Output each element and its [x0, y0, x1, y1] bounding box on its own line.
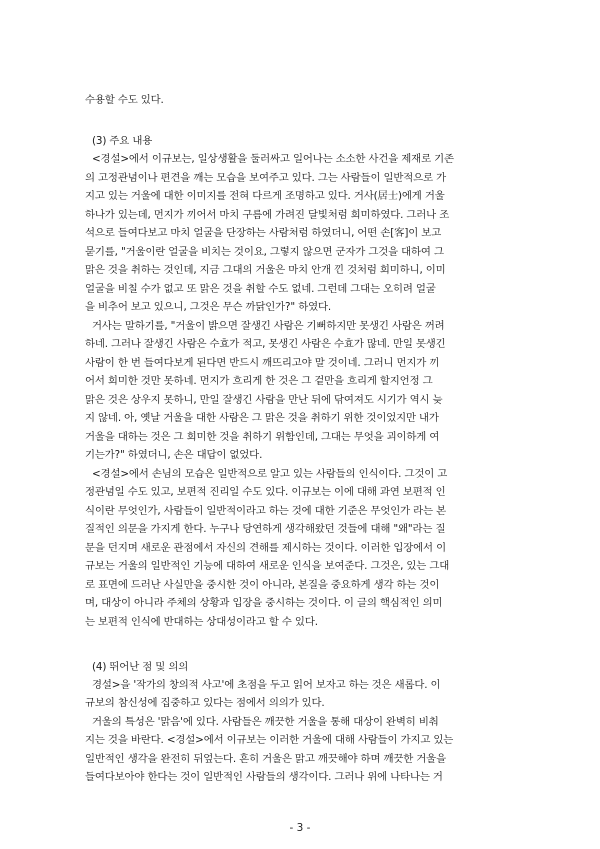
text-line: 는 보편적 인식에 반대하는 상대성이라고 할 수 있다. [85, 616, 318, 628]
text-line: 거사는 말하기를, "거울이 밝으면 잘생긴 사람은 기뻐하지만 못생긴 사람은 꺼려 [92, 320, 445, 332]
text-line: 규보의 참신성에 집중하고 있다는 점에서 의의가 있다. [85, 697, 325, 709]
text-line: 문을 던지며 새로운 관점에서 자신의 견해를 제시하는 것이다. 이러한 입장에서 이 [85, 542, 446, 554]
text-line: <경설>에서 이규보는, 일상생활을 둘러싸고 일어나는 소소한 사건을 제재로 기존 [92, 153, 454, 165]
text-line: 수용할 수도 있다. [85, 94, 164, 106]
text-line: 규보는 거울의 일반적인 기능에 대하여 새로운 인식을 보여준다. 그것은, 있는 그대 [85, 560, 450, 572]
text-line: 맑은 것을 취하는 것인데, 지금 그대의 거울은 마치 안개 낀 것처럼 희미하니, 이미 [85, 264, 446, 276]
text-line: 지고 있는 거울에 대한 이미지를 전혀 다르게 조명하고 있다. 거사(居士)에게 거울 [85, 190, 445, 202]
text-line: 들여다보아야 한다는 것이 일반적인 사람들의 생각이다. 그러나 위에 나타나는 거 [85, 771, 443, 783]
text-line: 묻기를, "거울이란 얼굴을 비치는 것이요, 그렇지 않으면 군자가 그것을 대하여 그 [85, 246, 444, 258]
text-line: 지 않네. 아, 옛날 거울을 대한 사람은 그 맑은 것을 취하기 위한 것이었지만 내가 [85, 412, 439, 424]
text-line: 맑은 것은 상우지 못하니, 만일 잘생긴 사람을 만난 뒤에 닦여져도 시기가 역시 늦 [85, 394, 443, 406]
text-line: 로 표면에 드러난 사실만을 중시한 것이 아니라, 본질을 중요하게 생각 하는 것이 [85, 579, 440, 591]
text-line: 거울을 대하는 것은 그 희미한 것을 취하기 위함인데, 그대는 무엇을 괴이하게 여 [85, 431, 440, 443]
text-line: 사람이 한 번 들여다보게 된다면 반드시 깨뜨리고야 말 것이네. 그러니 먼지가 끼 [85, 357, 440, 369]
text-line: 을 비추어 보고 있으니, 그것은 무슨 까닭인가?" 하였다. [85, 301, 332, 313]
text-line: 어서 희미한 것만 못하네. 먼지가 흐리게 한 것은 그 겉만을 흐리게 할지언정 그 [85, 375, 433, 387]
text-line: 기는가?" 하였더니, 손은 대답이 없었다. [85, 449, 263, 461]
text-line: 지는 것을 바란다. <경설>에서 이규보는 이러한 거울에 대해 사람들이 가지고 있는 [85, 734, 454, 746]
text-line: 석으로 들여다보고 마치 얼굴을 단장하는 사람처럼 하였더니, 어떤 손[客]이 보고 [85, 227, 442, 239]
text-line: 거울의 특성은 '맑음'에 있다. 사람들은 깨끗한 거울을 통해 대상이 완벽히 비춰 [92, 716, 439, 728]
text-line: 질적인 의문을 가지게 한다. 누구나 당연하게 생각해왔던 것들에 대해 "왜"라는 질 [85, 523, 446, 535]
text-line: 경설>을 '작가의 창의적 사고'에 초점을 두고 읽어 보자고 하는 것은 새롭다. 이 [92, 679, 441, 691]
text-line: 얼굴을 비칠 수가 없고 또 맑은 것을 취할 수도 없네. 그런데 그대는 오히려 얼굴 [85, 283, 436, 295]
text-line: 하네. 그러나 잘생긴 사람은 수효가 적고, 못생긴 사람은 수효가 많네. 만일 못생긴 [85, 338, 446, 350]
text-line: 하나가 있는데, 먼지가 끼어서 마치 구름에 가려진 달빛처럼 희미하였다. 그러나 조 [85, 209, 450, 221]
text-line: 일반적인 생각을 완전히 뒤엎는다. 흔히 거울은 맑고 깨끗해야 하며 깨끗한 거울을 [85, 753, 446, 765]
section-heading-significance: (4) 뛰어난 점 및 의의 [92, 661, 189, 673]
text-line: 의 고정관념이나 편견을 깨는 모습을 보여주고 있다. 그는 사람들이 일반적으로 가 [85, 172, 446, 184]
text-line: 며, 대상이 아니라 주체의 상황과 입장을 중시하는 것이다. 이 글의 핵심적인 의미 [85, 597, 443, 609]
text-line: <경설>에서 손님의 모습은 일반적으로 알고 있는 사람들의 인식이다. 그것이 고 [92, 468, 448, 480]
section-heading-main-content: (3) 주요 내용 [92, 135, 153, 147]
text-line: 식이란 무엇인가, 사람들이 일반적이라고 하는 것에 대한 기준은 무엇인가 라는 본 [85, 505, 446, 517]
page-number: - 3 - [289, 822, 311, 834]
text-line: 정관념일 수도 있고, 보편적 진리일 수도 있다. 이규보는 이에 대해 과연 보편적 인 [85, 486, 446, 498]
